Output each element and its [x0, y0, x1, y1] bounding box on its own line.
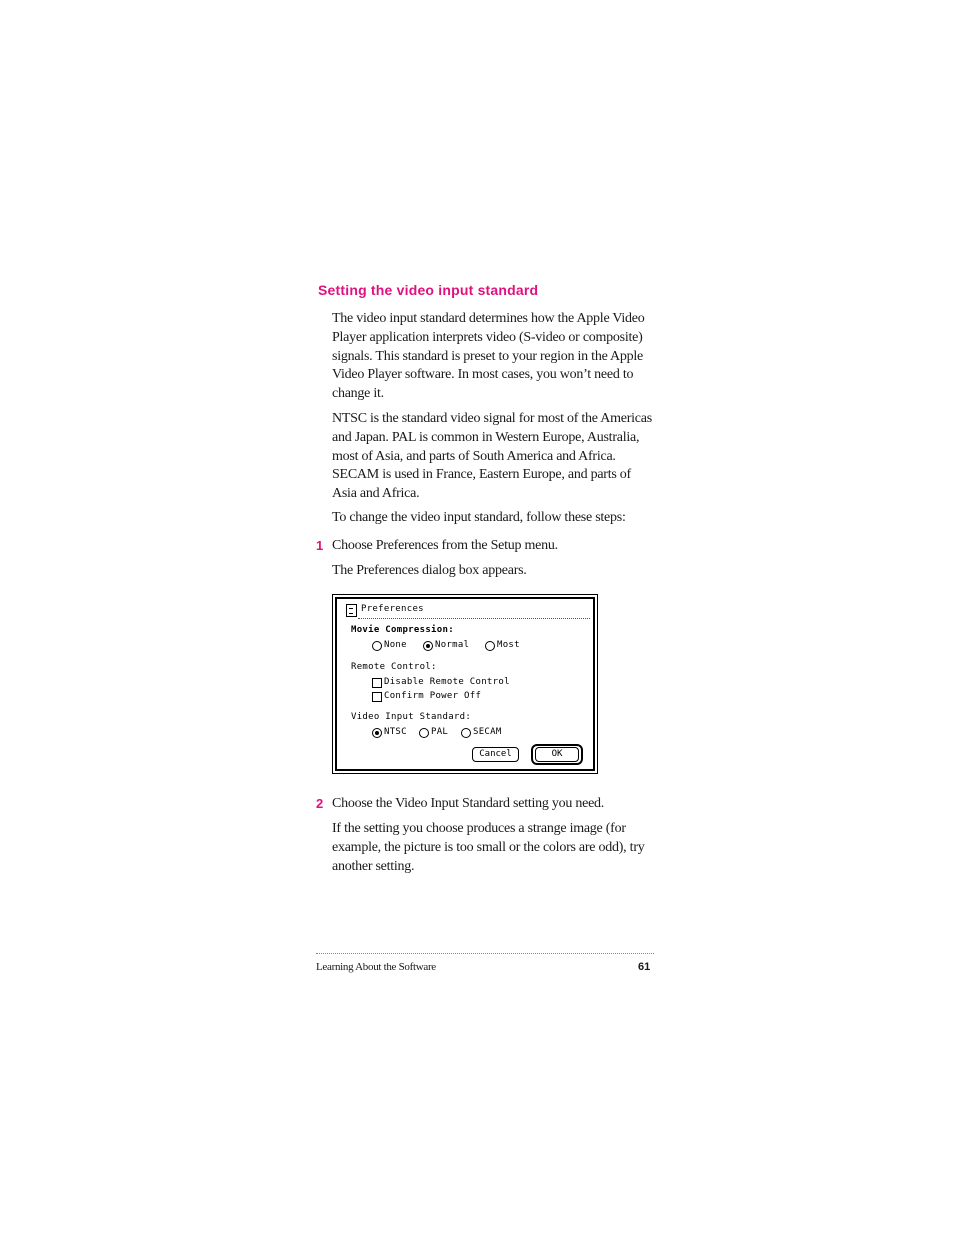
- radio-normal[interactable]: [423, 641, 433, 651]
- radio-secam[interactable]: [461, 728, 471, 738]
- remote-control-label: Remote Control:: [351, 662, 437, 672]
- movie-compression-label: Movie Compression:: [351, 625, 454, 635]
- dialog-frame: [335, 597, 595, 771]
- preferences-dialog: [332, 594, 598, 774]
- standards-paragraph: NTSC is the standard video signal for most of the Americas and Japan. PAL is common in Western Europe, Australia, most of Asia, and parts of South America and Africa. SECAM is used in France, Eastern Europe, and parts of Asia and Africa.: [332, 411, 652, 502]
- title-divider: [358, 618, 590, 619]
- step-2-text: Choose the Video Input Standard setting you need.: [332, 796, 605, 811]
- dialog-title: Preferences: [361, 604, 424, 614]
- ok-button[interactable]: OK: [535, 747, 579, 762]
- radio-none-label: None: [384, 640, 407, 650]
- radio-most-label: Most: [497, 640, 520, 650]
- video-input-standard-label: Video Input Standard:: [351, 712, 472, 722]
- step-number-1: 1: [316, 538, 324, 553]
- document-icon: [346, 604, 357, 617]
- checkbox-disable-remote[interactable]: [372, 678, 382, 688]
- footer-divider: [316, 953, 654, 954]
- step-1-result: The Preferences dialog box appears.: [332, 563, 527, 578]
- step-2-result: If the setting you choose produces a strange image (for example, the picture is too small or the colors are odd), try another setting.: [332, 821, 645, 874]
- intro-paragraph: The video input standard determines how the Apple Video Player application interprets video (S-video or composite) signals. This standard is preset to your region in the Apple Video Player software. In most cases, you won’t need to change it.: [332, 311, 645, 402]
- step-1-text: Choose Preferences from the Setup menu.: [332, 538, 558, 553]
- radio-normal-label: Normal: [435, 640, 470, 650]
- page-number: 61: [638, 961, 651, 973]
- checkbox-disable-remote-label: Disable Remote Control: [384, 677, 510, 687]
- checkbox-confirm-power-off-label: Confirm Power Off: [384, 691, 482, 701]
- radio-pal[interactable]: [419, 728, 429, 738]
- radio-most[interactable]: [485, 641, 495, 651]
- footer-section-title: Learning About the Software: [316, 961, 436, 973]
- radio-ntsc[interactable]: [372, 728, 382, 738]
- section-heading: Setting the video input standard: [318, 282, 539, 298]
- radio-pal-label: PAL: [431, 727, 449, 737]
- checkbox-confirm-power-off[interactable]: [372, 692, 382, 702]
- steps-intro-paragraph: To change the video input standard, follow these steps:: [332, 510, 626, 525]
- radio-ntsc-label: NTSC: [384, 727, 407, 737]
- radio-secam-label: SECAM: [473, 727, 502, 737]
- step-number-2: 2: [316, 796, 324, 811]
- cancel-button[interactable]: Cancel: [472, 747, 519, 762]
- radio-none[interactable]: [372, 641, 382, 651]
